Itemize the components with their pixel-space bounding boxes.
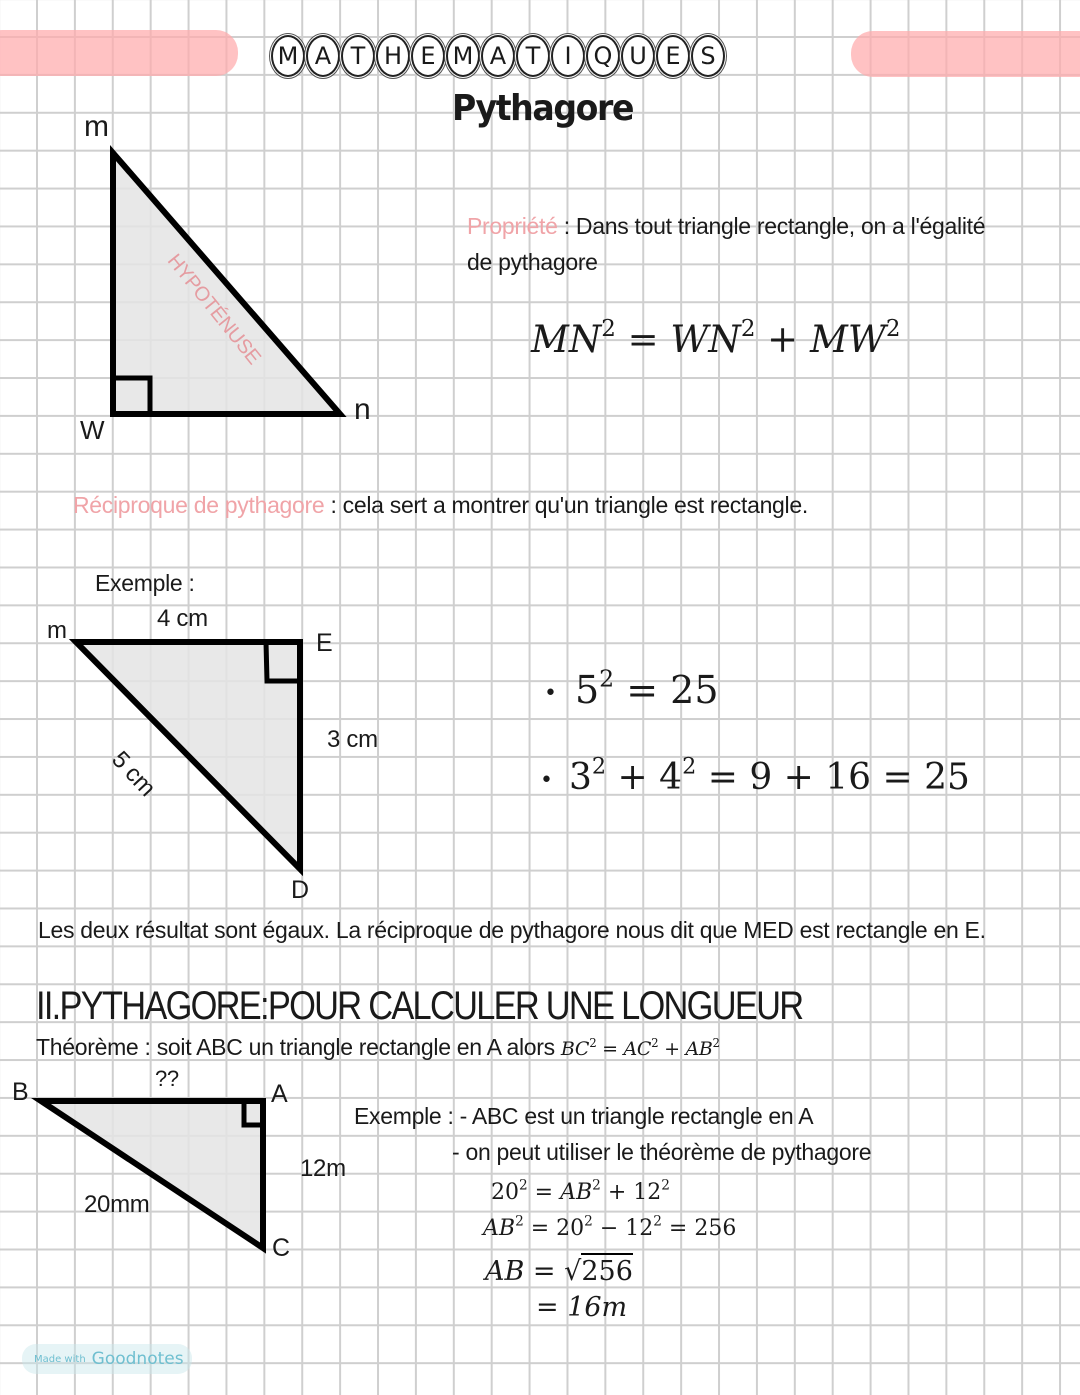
property-line2: de pythagore (467, 249, 598, 275)
title-letter: T (516, 35, 550, 77)
vertex-label-b: B (12, 1078, 29, 1106)
side-label-ed: 3 cm (327, 726, 378, 753)
calc-line-1 (544, 664, 719, 712)
example2-label: Exemple : (354, 1103, 454, 1129)
formula-exp: 2 (601, 315, 616, 342)
step-3 (485, 1256, 633, 1287)
calc-exp: 2 (591, 753, 607, 780)
title-letter: A (481, 35, 515, 77)
vertex-label-e: E (316, 629, 333, 657)
formula-exp: 2 (885, 315, 901, 342)
step-term: = AB (527, 1180, 593, 1205)
step-exp: 2 (592, 1177, 601, 1194)
step-term: AB = (485, 1256, 565, 1287)
title-letter: M (446, 35, 480, 77)
vertex-label-n: n (354, 393, 371, 426)
example1-conclusion: Les deux résultat sont égaux. La réciproque de pythagore nous dit que MED est rectangle en E. (38, 917, 986, 943)
theorem-statement: Théorème : soit ABC un triangle rectangle en A alors (36, 1034, 555, 1060)
formula-exp: 2 (740, 315, 756, 342)
title-letter: U (621, 35, 655, 77)
property-label: Propriété (467, 213, 558, 239)
vertex-label-c: C (272, 1234, 290, 1262)
formula-exp: 2 (651, 1035, 659, 1050)
formula-eq: = (627, 318, 659, 361)
step-exp: 2 (519, 1177, 528, 1194)
vertex-label-m: m (84, 110, 109, 143)
example2-text (354, 1098, 871, 1170)
step-term: = 20 (523, 1216, 585, 1241)
reciprocal-description: : cela sert a montrer qu'un triangle est rectangle. (324, 492, 808, 518)
sqrt-symbol: √ (564, 1256, 582, 1287)
goodnotes-watermark (22, 1344, 192, 1374)
step-term: + 12 (600, 1180, 662, 1205)
pythagore-formula (531, 315, 901, 361)
title-letter: A (306, 35, 340, 77)
title-letter: T (341, 35, 375, 77)
calc-line-2 (540, 753, 970, 798)
bullet: • (544, 681, 557, 706)
formula-term1: WN (670, 318, 741, 361)
step-exp: 2 (515, 1213, 524, 1230)
example2-line1: - ABC est un triangle rectangle en A (459, 1103, 814, 1129)
bullet: • (540, 767, 553, 793)
triangle-abc-diagram (0, 0, 360, 1270)
calc-exp: 2 (599, 664, 615, 693)
title-letter: H (376, 35, 410, 77)
step-term: 20 (491, 1180, 519, 1205)
formula-term1: AC (623, 1038, 652, 1060)
formula-eq: = (596, 1038, 624, 1060)
calc-exp: 2 (682, 753, 697, 780)
side-label-bc: 20mm (84, 1191, 150, 1218)
step-result: = 256 (661, 1216, 737, 1241)
step-2 (483, 1213, 737, 1241)
title-letter: E (411, 35, 445, 77)
step-term: − 12 (592, 1216, 654, 1241)
page-subtitle: Pythagore (452, 88, 634, 129)
side-label-me: 4 cm (157, 605, 208, 632)
example1-label: Exemple : (95, 570, 195, 596)
formula-term2: AB (685, 1038, 713, 1060)
title-letter: Q (586, 35, 620, 77)
vertex-label-a: A (271, 1080, 288, 1108)
watermark-brand: Goodnotes (91, 1349, 184, 1369)
step-result: = 16m (536, 1292, 628, 1323)
vertex-label-m: m (47, 617, 67, 644)
calc-rest: = 25 (614, 668, 719, 712)
title-letter: S (691, 35, 725, 77)
formula-plus: + (767, 318, 799, 361)
side-label-md: 5 cm (106, 746, 161, 802)
formula-term2: MW (809, 318, 886, 361)
formula-exp: 2 (712, 1035, 720, 1050)
step-1 (491, 1177, 670, 1205)
calc-base: 5 (574, 668, 600, 712)
side-label-ac: 12m (300, 1155, 346, 1182)
side-label-ab: ?? (155, 1066, 179, 1091)
reciprocal-label: Réciproque de pythagore (73, 492, 325, 518)
step-exp: 2 (584, 1213, 593, 1230)
hypotenuse-label: HYPOTÉNUSE (162, 250, 265, 369)
theorem-formula (560, 1035, 720, 1060)
section2-heading: II.PYTHAGORE:POUR CALCULER UNE LONGUEUR (36, 984, 803, 1028)
step-4 (536, 1292, 627, 1323)
sqrt-radicand: 256 (581, 1253, 633, 1287)
property-line1: Dans tout triangle rectangle, on a l'égalité (575, 213, 986, 239)
title-letter: E (656, 35, 690, 77)
title-letter: I (551, 35, 585, 77)
formula-lhs: MN (531, 318, 602, 361)
vertex-label-d: D (291, 876, 309, 904)
vertex-label-w: W (80, 415, 105, 445)
watermark-small: Made with (34, 1353, 86, 1365)
formula-lhs: BC (560, 1038, 590, 1060)
formula-plus: + (658, 1038, 686, 1060)
calc-term: + 4 (606, 757, 683, 798)
step-term: AB (483, 1216, 516, 1241)
step-exp: 2 (653, 1213, 662, 1230)
step-exp: 2 (661, 1177, 670, 1194)
property-text (467, 208, 1027, 280)
example2-line2: - on peut utiliser le théorème de pythagore (452, 1139, 872, 1165)
title-letter: M (271, 35, 305, 77)
calc-term: 3 (568, 757, 592, 798)
property-separator: : (557, 213, 576, 239)
right-banner (851, 31, 1080, 77)
calc-result: = 9 + 16 = 25 (696, 757, 970, 798)
formula-exp: 2 (589, 1035, 597, 1050)
